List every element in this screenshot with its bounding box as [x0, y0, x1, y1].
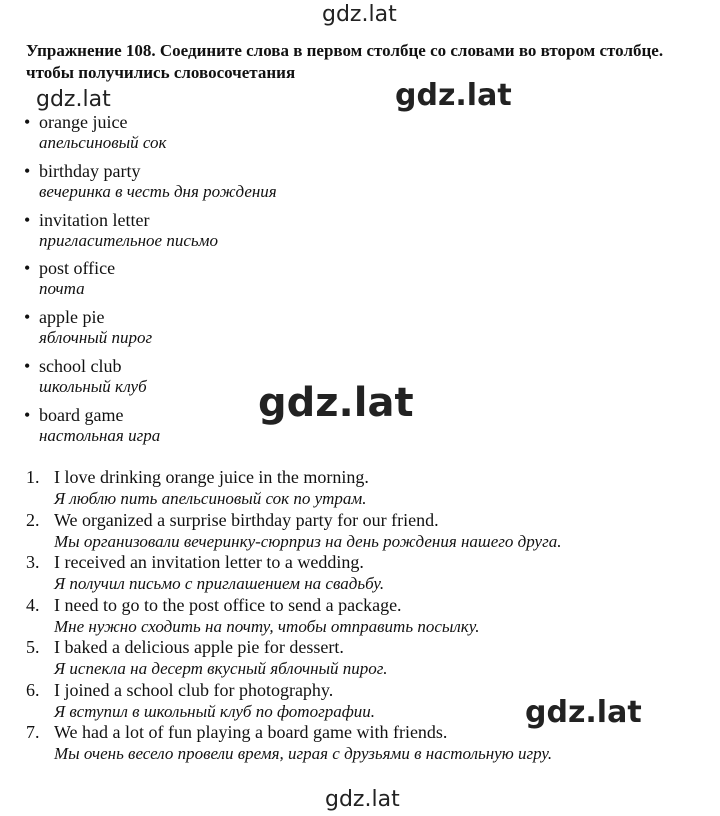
sentence-number: 6.: [26, 679, 40, 700]
russian-translation: яблочный пирог: [39, 328, 153, 348]
english-sentence: I love drinking orange juice in the morning.: [54, 467, 369, 487]
bullet: •: [24, 307, 31, 328]
watermark-right-top: gdz.lat: [395, 78, 512, 113]
english-phrase: invitation letter: [39, 209, 150, 230]
russian-sentence: Я вступил в школьный клуб по фотографии.: [54, 701, 376, 721]
bullet: •: [24, 209, 31, 230]
sentence-number: 7.: [26, 722, 40, 742]
russian-sentence: Мы очень весело провели время, играя с друзьями в настольную игру.: [54, 744, 553, 763]
english-sentence: I baked a delicious apple pie for dessert.: [54, 637, 344, 657]
english-sentence: I received an invitation letter to a wedding.: [54, 552, 364, 572]
sentence-item: [24, 637, 561, 680]
russian-sentence: Мы организовали вечеринку-сюрприз на день рождения нашего друга.: [54, 531, 562, 551]
russian-sentence: Мне нужно сходить на почту, чтобы отправить посылку.: [54, 616, 480, 636]
russian-translation: школьный клуб: [39, 376, 147, 396]
word-pair-item: [22, 258, 277, 307]
english-phrase: birthday party: [39, 160, 141, 181]
sentence-number: 4.: [26, 594, 40, 615]
english-phrase: post office: [39, 258, 116, 279]
sentence-number: 2.: [26, 509, 40, 530]
sentence-item: [24, 595, 561, 638]
word-pairs-list: [22, 112, 277, 454]
word-pair-item: [22, 210, 277, 259]
sentence-item: [24, 467, 561, 510]
russian-translation: апельсиновый сок: [39, 133, 167, 152]
bullet: •: [24, 112, 31, 132]
bullet: •: [24, 258, 31, 279]
example-sentences-list: [24, 467, 561, 765]
word-pair-item: [22, 161, 277, 210]
bullet: •: [24, 355, 31, 376]
english-sentence: I joined a school club for photography.: [54, 679, 334, 700]
english-phrase: orange juice: [39, 112, 128, 132]
watermark-center: gdz.lat: [258, 380, 414, 426]
watermark-top: gdz.lat: [322, 2, 397, 27]
russian-sentence: Я получил письмо с приглашением на свадьбу.: [54, 574, 385, 593]
word-pair-item: [22, 405, 277, 454]
sentence-number: 1.: [26, 467, 40, 487]
english-phrase: school club: [39, 355, 122, 376]
english-phrase: apple pie: [39, 307, 105, 328]
russian-translation: почта: [39, 279, 85, 299]
sentence-number: 3.: [26, 552, 40, 572]
russian-translation: вечеринка в честь дня рождения: [39, 181, 277, 201]
watermark-bottom: gdz.lat: [325, 787, 400, 812]
word-pair-item: [22, 356, 277, 405]
english-sentence: I need to go to the post office to send a package.: [54, 594, 402, 615]
russian-translation: настольная игра: [39, 425, 161, 445]
watermark-right-bottom: gdz.lat: [525, 695, 642, 730]
exercise-title: Упражнение 108. Соедините слова в первом столбце со словами во втором столбце. чтобы получились словосочетания: [26, 41, 664, 82]
english-sentence: We had a lot of fun playing a board game with friends.: [54, 722, 448, 742]
word-pair-item: [22, 307, 277, 356]
english-sentence: We organized a surprise birthday party for our friend.: [54, 509, 439, 530]
sentence-item: [24, 510, 561, 553]
sentence-item: [24, 722, 561, 765]
bullet: •: [24, 404, 31, 425]
sentence-item: [24, 552, 561, 595]
sentence-item: [24, 680, 561, 723]
watermark-left: gdz.lat: [36, 87, 111, 112]
russian-sentence: Я люблю пить апельсиновый сок по утрам.: [54, 489, 367, 508]
english-phrase: board game: [39, 404, 124, 425]
sentence-number: 5.: [26, 637, 40, 657]
russian-sentence: Я испекла на десерт вкусный яблочный пирог.: [54, 659, 388, 678]
bullet: •: [24, 160, 31, 181]
russian-translation: пригласительное письмо: [39, 230, 218, 250]
word-pair-item: [22, 112, 277, 161]
